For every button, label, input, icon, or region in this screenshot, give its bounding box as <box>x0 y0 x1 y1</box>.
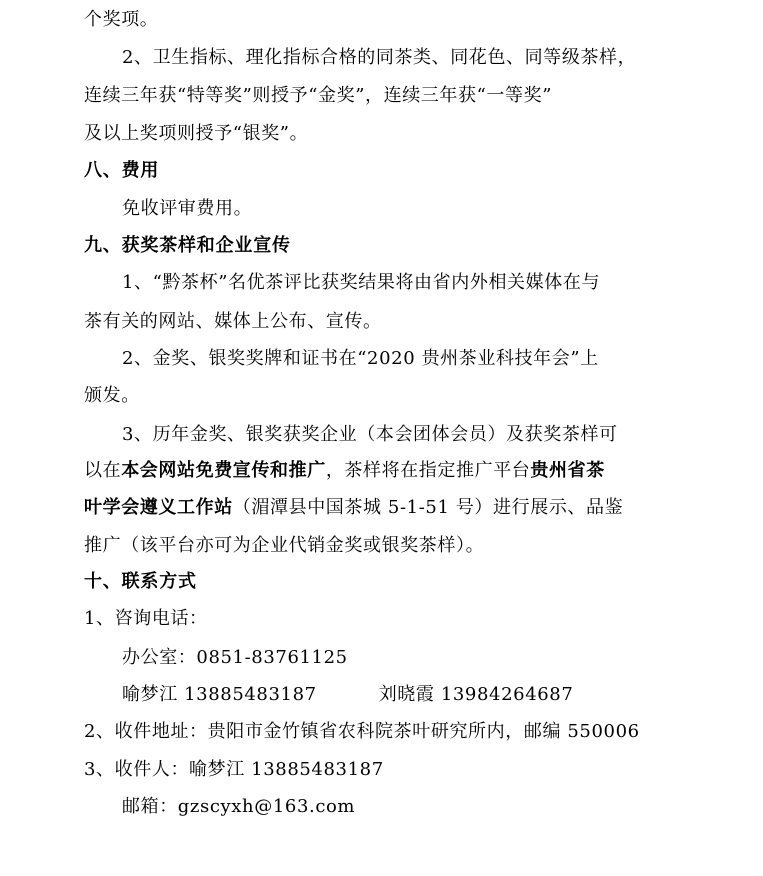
text-line: 2、卫生指标、理化指标合格的同茶类、同花色、同等级茶样， <box>122 47 637 68</box>
bold-text: 叶学会遵义工作站 <box>84 497 233 518</box>
contact-person: 喻梦江 13885483187 <box>122 684 317 705</box>
text-line: 免收评审费用。 <box>122 198 253 219</box>
contact-names-phones <box>122 682 573 708</box>
text-line: 颁发。 <box>84 385 140 406</box>
text-line: 3、历年金奖、银奖获奖企业（本会团体会员）及获奖茶样可 <box>122 424 618 445</box>
bold-text: 贵州省茶 <box>530 460 605 481</box>
text-fragment: （湄潭县中国茶城 5-1-51 号）进行展示、品鉴 <box>232 497 624 518</box>
recipient: 3、收件人：喻梦江 13885483187 <box>84 759 384 780</box>
section-heading-fees: 八、费用 <box>84 160 160 181</box>
section-heading-contact: 十、联系方式 <box>84 571 197 592</box>
text-line <box>84 495 623 521</box>
section-heading-promotion: 九、获奖茶样和企业宣传 <box>84 235 291 256</box>
mailing-address: 2、收件地址：贵阳市金竹镇省农科院茶叶研究所内，邮编 550006 <box>84 721 640 742</box>
text-line <box>84 458 605 484</box>
text-line: 及以上奖项则授予“银奖”。 <box>84 123 309 144</box>
text-line: 推广（该平台亦可为企业代销金奖或银奖茶样）。 <box>84 535 485 556</box>
text-line: 1、“黔茶杯”名优茶评比获奖结果将由省内外相关媒体在与 <box>122 272 601 293</box>
text-fragment: 以在 <box>84 460 122 481</box>
contact-office-phone: 办公室：0851-83761125 <box>122 647 348 668</box>
text-line: 连续三年获“特等奖”则授予“金奖”，连续三年获“一等奖” <box>84 85 553 106</box>
email-address: 邮箱：gzscyxh@163.com <box>122 796 356 817</box>
text-line: 个奖项。 <box>84 9 159 30</box>
text-line: 1、咨询电话： <box>84 608 208 629</box>
contact-person: 刘晓霞 13984264687 <box>378 684 574 705</box>
bold-text: 本会网站免费宣传和推广 <box>121 460 326 481</box>
text-line: 茶有关的网站、媒体上公布、宣传。 <box>84 311 382 332</box>
text-fragment: ，茶样将在指定推广平台 <box>325 460 531 481</box>
text-line: 2、金奖、银奖奖牌和证书在“2020 贵州茶业科技年会”上 <box>122 348 599 369</box>
